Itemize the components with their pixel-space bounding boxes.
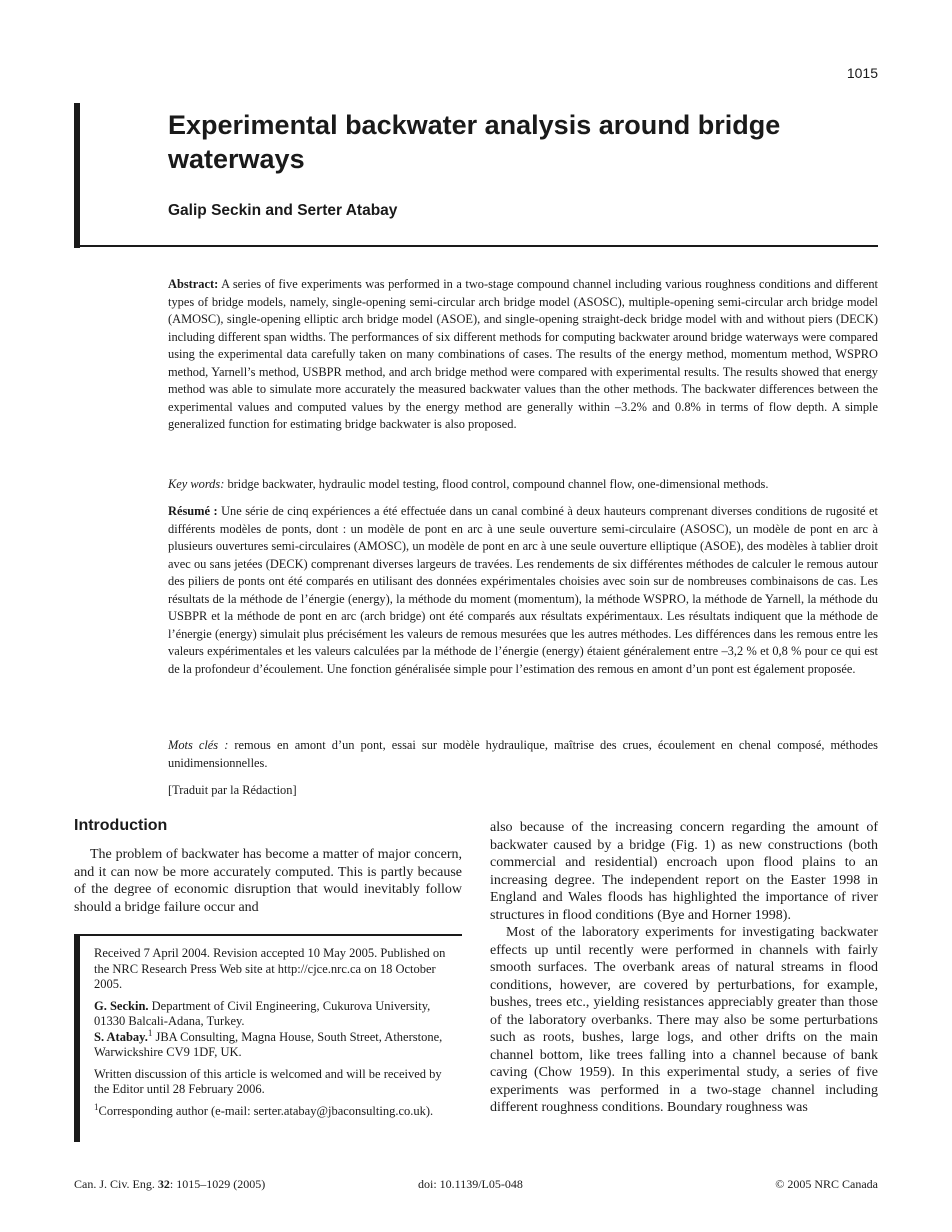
- author1-name: G. Seckin.: [94, 998, 149, 1013]
- author1-affil-text: Department of Civil Engineering, Cukurova University, 01330 Balcali-Adana, Turkey.: [94, 998, 431, 1028]
- footnote-box: [74, 934, 462, 1142]
- translation-note: [Traduit par la Rédaction]: [168, 783, 297, 797]
- author2-footnote-mark: 1: [147, 1027, 153, 1038]
- mots-cles-label: Mots clés :: [168, 738, 229, 752]
- author2-affiliation: [94, 1027, 454, 1061]
- mots-cles-text: remous en amont d’un pont, essai sur modèle hydraulique, maîtrise des crues, écoulement en chenal composé, méthodes unidimensionnelles.: [168, 738, 878, 770]
- keywords: [168, 476, 878, 494]
- keywords-text: bridge backwater, hydraulic model testing, flood control, compound channel flow, one-dimensional methods.: [227, 477, 769, 491]
- abstract-label: Abstract:: [168, 277, 219, 291]
- corresponding-note: [94, 1101, 454, 1120]
- corresponding-footnote-mark: 1: [94, 1101, 99, 1112]
- footnote-top-rule: [74, 934, 462, 936]
- introduction-paragraph: The problem of backwater has become a matter of major concern, and it can now be more accurately computed. This is partly because of the degree of economic disruption that would inevitably follow should a bridge failure occur and: [74, 847, 462, 915]
- footer-copyright: © 2005 NRC Canada: [775, 1177, 878, 1191]
- footer-volume: 32: [157, 1177, 170, 1191]
- resume-text: Une série de cinq expériences a été effectuée dans un canal combiné à deux hauteurs comprenant diverses conditions de rugosité et différents modèles de ponts, dont : un modèle de pont en arc à une seule ouverture semi-circulaire (ASOSC), un modèle de pont en arc à plusieurs ouvertures semi-circulaires (AMOSC), un modèle de pont en arc à une seule ouverture elliptique (ASOE), des modèles à tablier droit avec ou sans jetées (DECK) comprenant diverses largeurs de travées. Les rendements de six différentes méthodes de calculer le remous autour des piliers de ponts ont été comparés en utilisant des données expérimentales choisies avec soin sur de nombreuses combinaisons de cas. Les résultats de la méthode de l’énergie (energy), la méthode du moment (momentum), la méthode WSPRO, la méthode de Yarnell, la méthode du USBPR et la méthode de pont en arc (arch bridge) ont été comparés aux résultats expérimentaux. Les résultats indiquent que la méthode de l’énergie (energy) simulait plus précisément les valeurs de remous mesurées que les autres méthodes. Les différences dans les remous entre les valeurs expérimentales et les valeurs calculées par la méthode de l’énergie (energy) étaient généralement entre –3,2 % et 0,8 % pour ce qui est de la profondeur d’écoulement. Une fonction généralisée simple pour l’estimation des remous en amont d’un pont est également proposée.: [168, 504, 878, 676]
- authors: Galip Seckin and Serter Atabay: [168, 202, 398, 219]
- footnote-left-bar: [74, 934, 80, 1142]
- author1-affiliation: [94, 999, 454, 1030]
- footer-doi: doi: 10.1139/L05-048: [418, 1177, 523, 1191]
- introduction-heading: Introduction: [74, 817, 168, 834]
- abstract: [168, 276, 878, 434]
- received-note: Received 7 April 2004. Revision accepted 10 May 2005. Published on the NRC Research Press Web site at http://cjce.nrc.ca on 18 October 2005.: [94, 946, 446, 991]
- resume-label: Résumé :: [168, 504, 218, 518]
- footnote-text: [94, 946, 454, 1125]
- title-bottom-rule: [74, 245, 878, 247]
- introduction-column-left: [74, 846, 462, 916]
- page-number: 1015: [846, 65, 878, 81]
- author2-affil-text: JBA Consulting, Magna House, South Street, Atherstone, Warwickshire CV9 1DF, UK.: [94, 1029, 443, 1059]
- resume: [168, 503, 878, 678]
- introduction-paragraph: also because of the increasing concern regarding the amount of backwater caused by a bridge (Fig. 1) as new constructions (both commercial and residential) encroach upon flood plains to an increasing degree. The independent report on the Easter 1998 in England and Wales floods has highlighted the importance of river structures in flood conditions (Bye and Horner 1998).: [490, 820, 878, 923]
- corresponding-text: Corresponding author (e-mail: serter.atabay@jbaconsulting.co.uk).: [98, 1103, 434, 1118]
- footer-journal: Can. J. Civ. Eng.: [74, 1177, 155, 1191]
- abstract-text: A series of five experiments was performed in a two-stage compound channel including various roughness conditions and different types of bridge models, namely, single-opening semi-circular arch bridge model (ASOSC), multiple-opening semi-circular arch bridge model (AMOSC), single-opening elliptic arch bridge model (ASOE), and single-opening straight-deck bridge model with and without piers (DECK) including different span widths. The performances of six different methods for computing backwater around bridge waterways were compared using the experimental data carefully taken on many combinations of cases. The results of the energy method, momentum method, WSPRO method, Yarnell’s method, USBPR method, and arch bridge method were compared with experimental results. The results showed that energy method was able to simulate more accurately the measured backwater values than the other methods. The backwater differences between the experimental values and computed values by the energy method are generally within –3.2% and 0.8% in terms of flow depth. A simple generalized function for estimating bridge backwater is also proposed.: [168, 277, 878, 431]
- keywords-label: Key words:: [168, 477, 225, 491]
- mots-cles: [168, 737, 878, 772]
- introduction-paragraph: Most of the laboratory experiments for investigating backwater effects up until recently were performed in channels with fairly smooth surfaces. The overbank areas of natural streams in flood conditions, however, are covered by perturbations, for example, bushes, trees etc., yielding resistances appreciably greater than those of the laboratory overbanks. There may also be some perturbations such as roots, bushes, large logs, and other drifts on the main channel bottom, like trees falling into a channel because of bank caving (Chow 1959). In this experimental study, a series of five experiments was performed in a two-stage channel including different roughness conditions. Boundary roughness was: [490, 925, 878, 1115]
- footer-citation: [74, 1177, 265, 1192]
- discussion-note: Written discussion of this article is welcomed and will be received by the Editor until 28 February 2006.: [94, 1066, 442, 1096]
- paper-title: Experimental backwater analysis around bridge waterways: [168, 110, 781, 174]
- author2-name: S. Atabay.: [94, 1029, 148, 1044]
- introduction-column-right: [490, 819, 878, 1117]
- footer-pages: : 1015–1029 (2005): [169, 1177, 266, 1191]
- title-left-rule: [74, 103, 80, 248]
